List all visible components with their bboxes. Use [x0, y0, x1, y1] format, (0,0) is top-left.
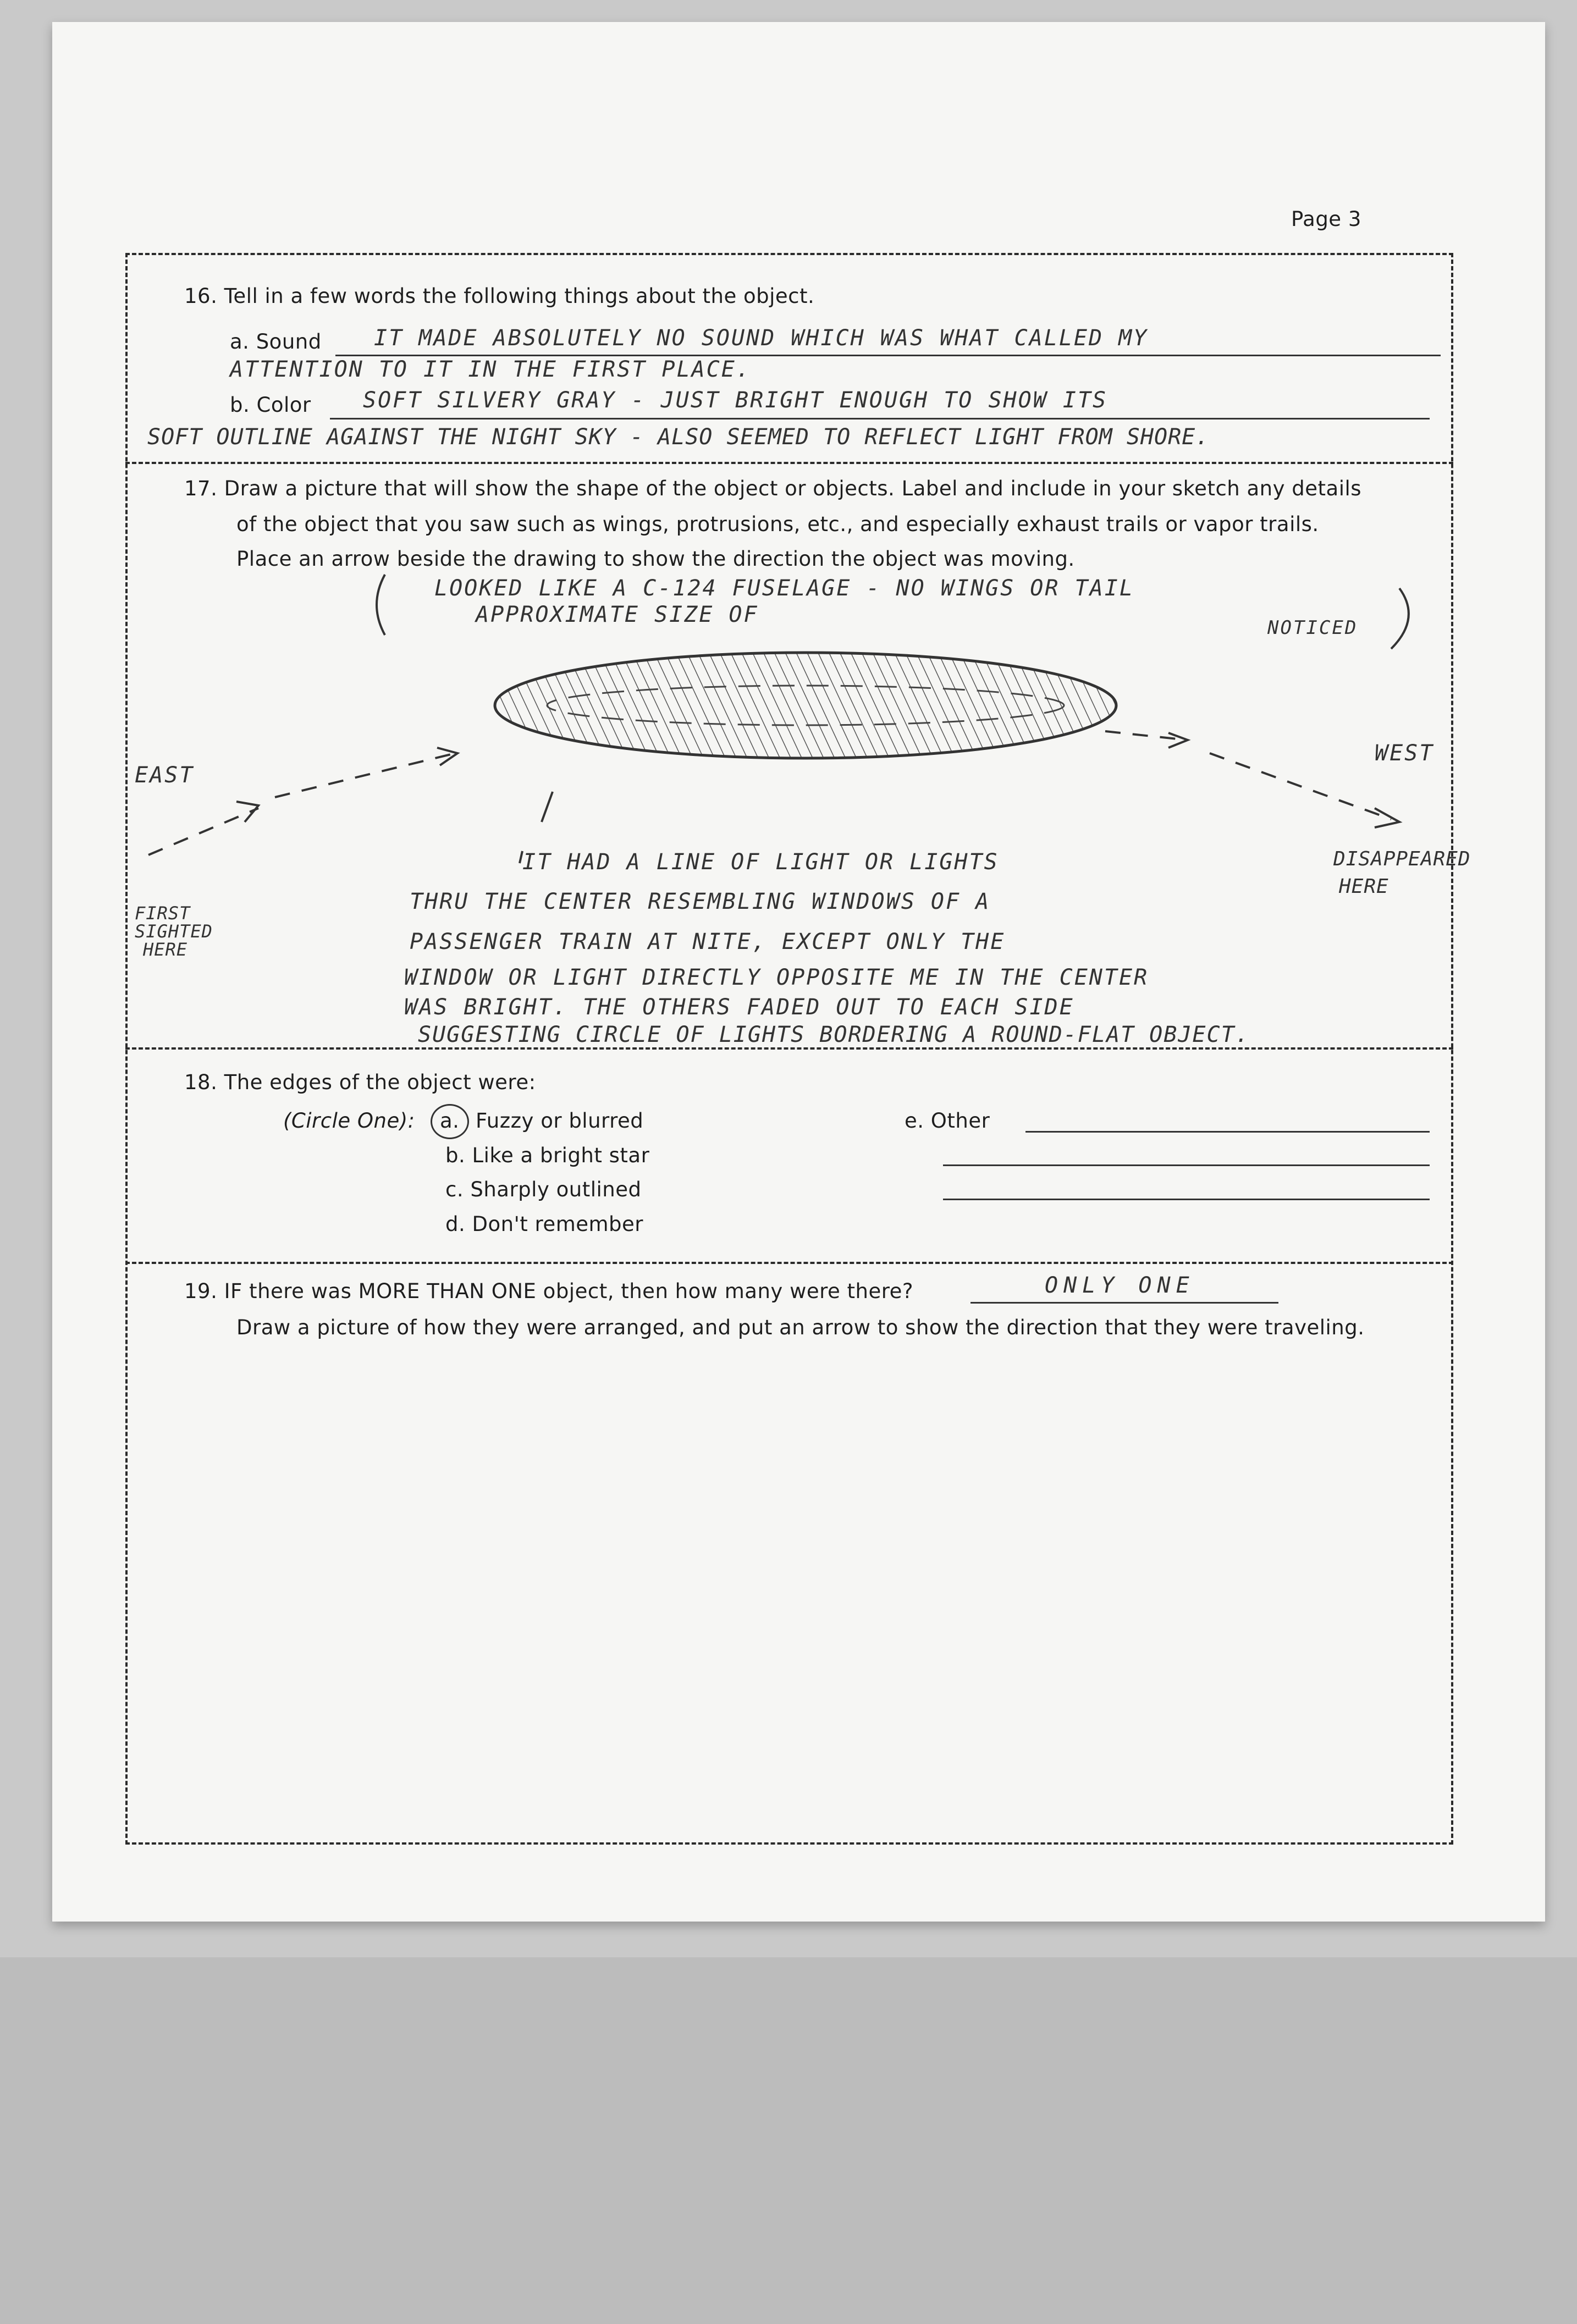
q16-color-answer-line1: SOFT SILVERY GRAY - JUST BRIGHT ENOUGH TO SHOW ITS [363, 388, 1108, 413]
label-first-sighted-1: FIRST [135, 903, 191, 924]
label-west: WEST [1375, 741, 1435, 766]
path-first-arrowhead [236, 802, 258, 822]
q17-note-noticed: NOTICED [1267, 617, 1358, 639]
q18-circle-one: (Circle One): [283, 1109, 415, 1133]
q17-note-line1: LOOKED LIKE A C-124 FUSELAGE - NO WINGS OR TAIL [434, 576, 1134, 601]
label-disappeared-1: DISAPPEARED [1333, 848, 1471, 870]
q16-color-label: b. Color [230, 393, 311, 417]
path-west-arrowhead [1168, 733, 1188, 748]
q18-option-a-letter: a. [440, 1109, 460, 1133]
q17-note-line2: APPROXIMATE SIZE OF [476, 602, 759, 627]
q19-answer: ONLY ONE [1045, 1273, 1195, 1298]
q17-prompt-line3: Place an arrow beside the drawing to show the direction the object was moving. [236, 547, 1075, 571]
note-close-paren [1391, 588, 1409, 649]
pointer-stroke [542, 792, 553, 822]
q16-color-answer-line2: SOFT OUTLINE AGAINST THE NIGHT SKY - ALSO SEEMED TO REFLECT LIGHT FROM SHORE. [147, 424, 1210, 450]
path-west-segment [1105, 731, 1182, 739]
q19-answer-line [971, 1302, 1278, 1304]
q16-sound-answer-line2: ATTENTION TO IT IN THE FIRST PLACE. [230, 357, 751, 382]
q18-other-line-2 [943, 1164, 1430, 1166]
q19-prompt: 19. IF there was MORE THAN ONE object, then how many were there? [184, 1279, 914, 1303]
q16-sound-label: a. Sound [230, 330, 322, 354]
q17-desc-line4: WINDOW OR LIGHT DIRECTLY OPPOSITE ME IN THE CENTER [404, 965, 1149, 990]
object-shape [495, 653, 1116, 758]
path-disappear-segment [1210, 753, 1391, 819]
q18-prompt: 18. The edges of the object were: [184, 1070, 536, 1094]
label-first-sighted-2: SIGHTED [135, 921, 213, 942]
path-disappear-arrowhead [1375, 808, 1399, 827]
q17-desc-line2: THRU THE CENTER RESEMBLING WINDOWS OF A [410, 889, 991, 914]
note-open-paren [377, 575, 385, 635]
label-disappeared-2: HERE [1339, 875, 1389, 898]
q16-sound-answer-line1: IT MADE ABSOLUTELY NO SOUND WHICH WAS WHAT CALLED MY [374, 325, 1149, 351]
q18-other-line-1 [1025, 1131, 1430, 1133]
q16-prompt: 16. Tell in a few words the following things about the object. [184, 284, 815, 308]
q18-option-e: e. Other [905, 1109, 990, 1133]
q17-desc-line1: IT HAD A LINE OF LIGHT OR LIGHTS [522, 849, 999, 875]
q18-option-d: d. Don't remember [445, 1212, 643, 1236]
q18-option-a: Fuzzy or blurred [476, 1109, 644, 1133]
path-first-segment [148, 808, 258, 855]
q18-option-c: c. Sharply outlined [445, 1178, 642, 1201]
path-east-segment [275, 754, 451, 797]
q17-desc-line5: WAS BRIGHT. THE OTHERS FADED OUT TO EACH SIDE [404, 995, 1074, 1020]
q18-option-b: b. Like a bright star [445, 1144, 650, 1167]
page-number: Page 3 [1291, 207, 1361, 231]
q17-desc-line3: PASSENGER TRAIN AT NITE, EXCEPT ONLY THE [410, 929, 1006, 954]
q17-desc-line6: SUGGESTING CIRCLE OF LIGHTS BORDERING A ROUND-FLAT OBJECT. [418, 1022, 1250, 1047]
q19-prompt-line2: Draw a picture of how they were arranged, and put an arrow to show the direction that they were traveling. [236, 1316, 1365, 1339]
q17-prompt-line1: 17. Draw a picture that will show the shape of the object or objects. Label and include in your sketch any details [184, 477, 1362, 500]
q17-prompt-line2: of the object that you saw such as wings, protrusions, etc., and especially exhaust trails or vapor trails. [236, 512, 1319, 536]
label-first-sighted-3: HERE [143, 939, 188, 960]
label-east: EAST [135, 763, 195, 788]
q18-other-line-3 [943, 1199, 1430, 1200]
